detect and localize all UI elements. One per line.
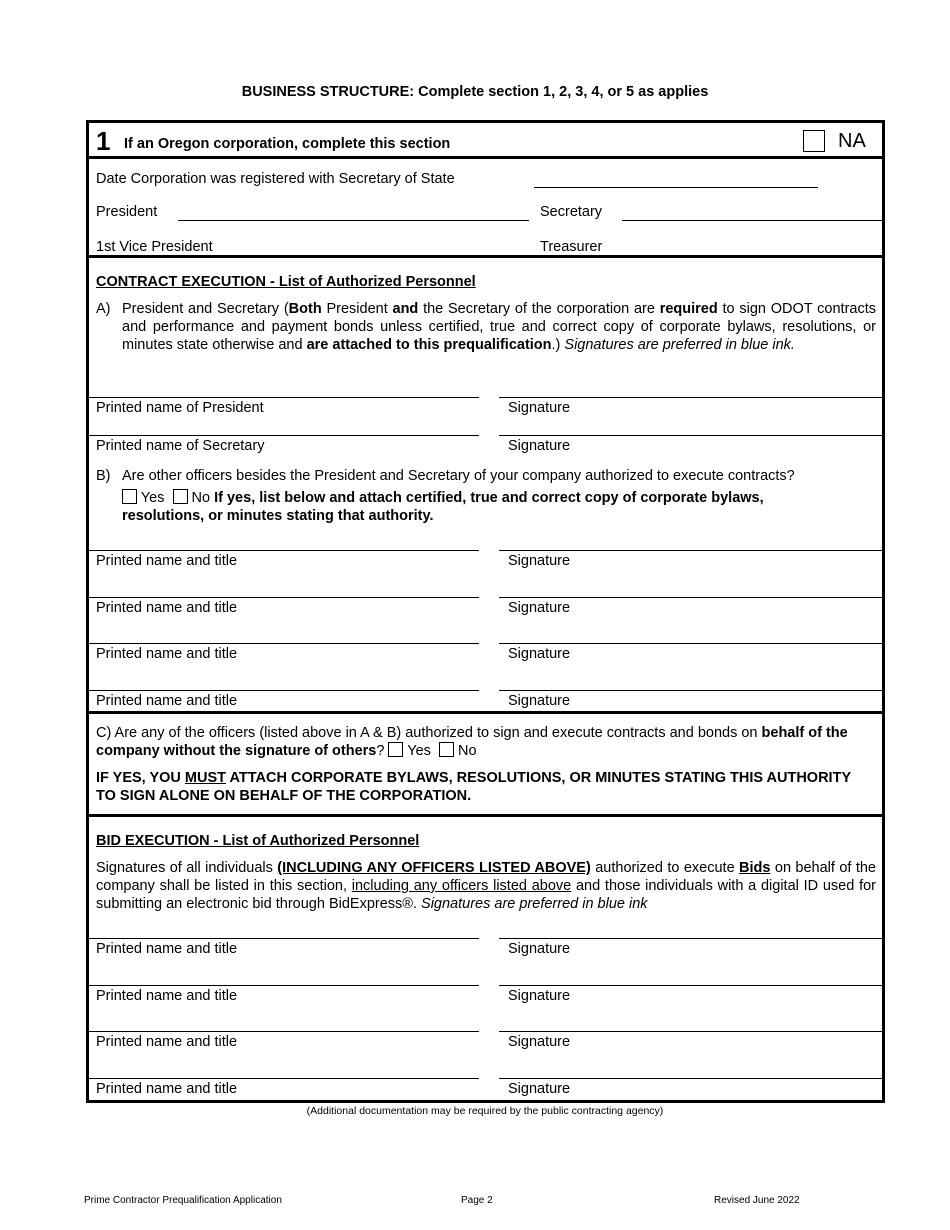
bid-printed-name-field[interactable] (89, 985, 479, 986)
bid-execution-heading: BID EXECUTION - List of Authorized Personnel (96, 833, 420, 849)
bid-execution-text: Signatures of all individuals (INCLUDING ANY OFFICERS LISTED ABOVE) authorized to execute Bids on behalf of the company shall be listed in this section, including any officers listed above and those individuals with a digital ID used for submitting an electronic bid through BidExpress®. Signatures are preferred in blue ink (96, 860, 876, 912)
contract-execution-heading: CONTRACT EXECUTION - List of Authorized Personnel (96, 274, 476, 290)
printed-name-label: Printed name and title (96, 1081, 238, 1097)
printed-secretary-label: Printed name of Secretary (96, 438, 265, 454)
bid-signature-field[interactable] (499, 985, 882, 986)
printed-name-label: Printed name and title (96, 553, 238, 569)
signature-label: Signature (508, 646, 571, 662)
bid-signature-field[interactable] (499, 1031, 882, 1032)
item-c-warning: IF YES, YOU MUST ATTACH CORPORATE BYLAWS, RESOLUTIONS, OR MINUTES STATING THIS AUTHORITY TO SIGN ALONE ON BEHALF OF THE CORPORATION. (96, 770, 851, 804)
b-no-checkbox[interactable] (173, 489, 188, 504)
president-signature-field[interactable] (499, 397, 882, 398)
signature-label: Signature (508, 693, 571, 709)
divider (86, 814, 885, 817)
secretary-field[interactable] (622, 220, 882, 221)
signature-field[interactable] (499, 643, 882, 644)
page-title: BUSINESS STRUCTURE: Complete section 1, 2, 3, 4, or 5 as applies (241, 84, 709, 100)
printed-name-field[interactable] (89, 597, 479, 598)
c-yes-checkbox[interactable] (388, 742, 403, 757)
printed-president-field[interactable] (89, 397, 479, 398)
divider (86, 711, 885, 714)
signature-label: Signature (508, 988, 571, 1004)
bid-signature-field[interactable] (499, 938, 882, 939)
item-b-prefix: B) (96, 468, 111, 484)
date-registered-label: Date Corporation was registered with Secretary of State (96, 171, 455, 187)
signature-label: Signature (508, 1034, 571, 1050)
signature-field[interactable] (499, 550, 882, 551)
bid-signature-field[interactable] (499, 1078, 882, 1079)
footer-left: Prime Contractor Prequalification Application (84, 1195, 282, 1206)
signature-field[interactable] (499, 690, 882, 691)
signature-label: Signature (508, 438, 571, 454)
na-checkbox[interactable] (803, 130, 825, 152)
bid-printed-name-field[interactable] (89, 938, 479, 939)
item-c-text: C) Are any of the officers (listed above in A & B) authorized to sign and execute contracts and bonds on behalf of the company without the signature of others? Yes No (96, 725, 848, 759)
item-a-prefix: A) (96, 301, 111, 317)
printed-secretary-field[interactable] (89, 435, 479, 436)
na-label: NA (838, 130, 866, 152)
printed-name-label: Printed name and title (96, 693, 238, 709)
secretary-signature-field[interactable] (499, 435, 882, 436)
signature-field[interactable] (499, 597, 882, 598)
signature-label: Signature (508, 400, 571, 416)
signature-label: Signature (508, 1081, 571, 1097)
printed-president-label: Printed name of President (96, 400, 264, 416)
item-a-text: President and Secretary (Both President and the Secretary of the corporation are required to sign ODOT contracts and performance and payment bonds unless certified, true and correct copy of corporate bylaws, resolutions, or minutes state otherwise and are attached to this prequalification.) Signatures are preferred in blue ink. (122, 301, 876, 353)
printed-name-label: Printed name and title (96, 988, 238, 1004)
signature-label: Signature (508, 553, 571, 569)
vice-president-label: 1st Vice President (96, 239, 213, 255)
divider (86, 156, 885, 159)
date-registered-field[interactable] (534, 187, 818, 188)
signature-label: Signature (508, 600, 571, 616)
footer-right: Revised June 2022 (714, 1195, 800, 1206)
printed-name-field[interactable] (89, 690, 479, 691)
printed-name-label: Printed name and title (96, 941, 238, 957)
president-field[interactable] (178, 220, 529, 221)
item-b-answer: Yes No If yes, list below and attach certified, true and correct copy of corporate bylaws, resolutions, or minutes stating that authority. (122, 490, 764, 524)
additional-docs-note: (Additional documentation may be required by the public contracting agency) (306, 1105, 664, 1117)
c-no-checkbox[interactable] (439, 742, 454, 757)
printed-name-label: Printed name and title (96, 600, 238, 616)
treasurer-label: Treasurer (540, 239, 603, 255)
printed-name-field[interactable] (89, 550, 479, 551)
printed-name-label: Printed name and title (96, 646, 238, 662)
b-yes-checkbox[interactable] (122, 489, 137, 504)
footer-page: Page 2 (461, 1195, 493, 1206)
item-b-question: Are other officers besides the President and Secretary of your company authorized to execute contracts? (122, 468, 795, 484)
bid-printed-name-field[interactable] (89, 1031, 479, 1032)
printed-name-label: Printed name and title (96, 1034, 238, 1050)
printed-name-field[interactable] (89, 643, 479, 644)
section-heading: If an Oregon corporation, complete this section (124, 136, 451, 152)
president-label: President (96, 204, 158, 220)
secretary-label: Secretary (540, 204, 603, 220)
section-number: 1 (96, 126, 111, 156)
signature-label: Signature (508, 941, 571, 957)
divider (86, 255, 885, 258)
bid-printed-name-field[interactable] (89, 1078, 479, 1079)
